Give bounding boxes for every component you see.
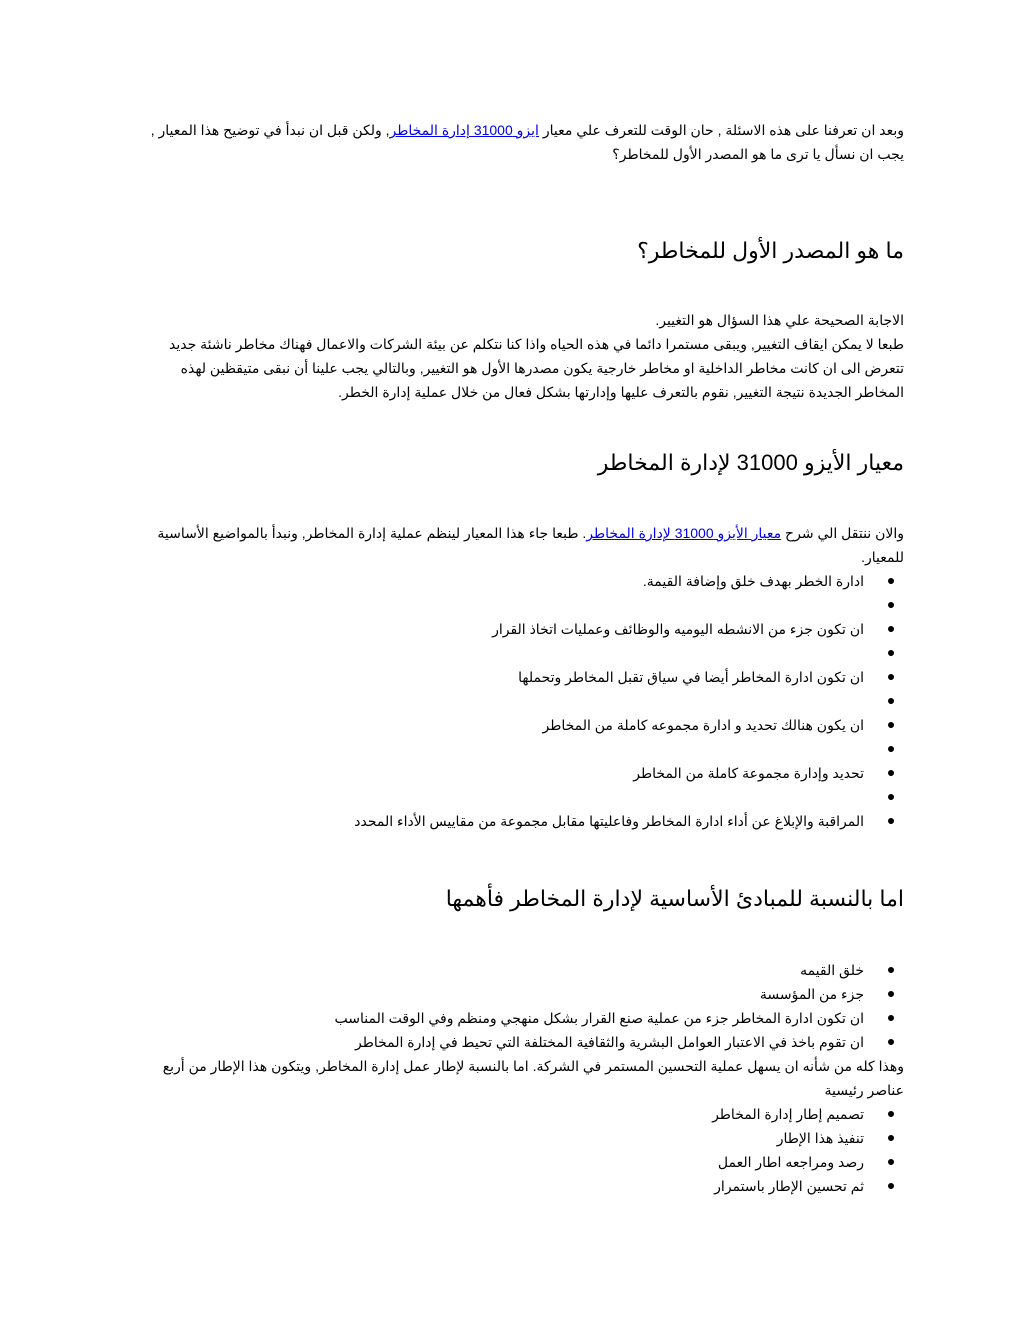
- intro-text-part1: وبعد ان تعرفنا على هذه الاسئلة , حان الوقت للتعرف علي معيار: [538, 122, 904, 138]
- list-item: المراقبة والإبلاغ عن أداء ادارة المخاطر وفاعليتها مقابل مجموعة من مقاييس الأداء المحدد: [140, 809, 864, 833]
- list-item: ان تكون ادارة المخاطر جزء من عملية صنع القرار بشكل منهجي ومنظم وفي الوقت المناسب: [140, 1006, 864, 1030]
- list-item: ثم تحسين الإطار باستمرار: [140, 1174, 864, 1198]
- spacer: [140, 166, 904, 236]
- iso-31000-standard-link[interactable]: معيار الأيزو 31000 لإدارة المخاطر: [586, 525, 782, 541]
- section1-heading: ما هو المصدر الأول للمخاطر؟: [637, 238, 904, 263]
- list-item: [140, 593, 864, 617]
- list-item: [140, 737, 864, 761]
- list-item: ان تكون ادارة المخاطر أيضا في سياق تقبل المخاطر وتحملها: [140, 665, 864, 689]
- list-item: تحديد وإدارة مجموعة كاملة من المخاطر: [140, 761, 864, 785]
- section3-heading: اما بالنسبة للمبادئ الأساسية لإدارة المخاطر فأهمها: [445, 886, 904, 911]
- list-item: رصد ومراجعه اطار العمل: [140, 1150, 864, 1174]
- list-item: [140, 689, 864, 713]
- spacer: [140, 478, 904, 521]
- spacer: [140, 404, 904, 448]
- section2-heading: معيار الأيزو 31000 لإدارة المخاطر: [597, 450, 904, 475]
- intro-text-part2: , ولكن قبل ان نبدأ في توضيح هذا المعيار , يجب ان نسأل يا ترى ما هو المصدر الأول للمخاطر؟: [150, 122, 904, 162]
- intro-paragraph: [140, 118, 904, 166]
- list-item: جزء من المؤسسة: [140, 982, 864, 1006]
- framework-elements-list: [140, 1102, 904, 1198]
- spacer: [140, 914, 904, 958]
- spacer: [140, 833, 904, 884]
- iso-31000-link[interactable]: ايزو 31000 إدارة المخاطر: [389, 122, 539, 138]
- list-item: [140, 641, 864, 665]
- list-item: ادارة الخطر بهدف خلق وإضافة القيمة.: [140, 569, 864, 593]
- section1-paragraph: طبعا لا يمكن ايقاف التغيير, ويبقى مستمرا دائما في هذه الحياه واذا كنا نتكلم عن بيئة الشركات والاعمال فهناك مخاطر ناشئة جديد تتعرض الى ان كانت مخاطر الداخلية او مخاطر خارجية يكون مصدرها الأول هو التغيير, وبالتالي يجب علينا أن نبقى متيقظين لهذه المخاطر الجديدة نتيجة التغيير, نقوم بالتعرف عليها وإدارتها بشكل فعال من خلال عملية إدارة الخطر.: [169, 336, 904, 400]
- list-item: تنفيذ هذا الإطار: [140, 1126, 864, 1150]
- section2-intro: [140, 521, 904, 569]
- spacer: [140, 266, 904, 308]
- section2-intro-part1: والان ننتقل الي شرح: [781, 525, 904, 541]
- principles-list: [140, 958, 904, 1054]
- list-item: خلق القيمه: [140, 958, 864, 982]
- section2-intro-part2: . طبعا جاء هذا المعيار لينظم عملية إدارة المخاطر, ونبدأ بالمواضيع الأساسية للمعيار.: [157, 525, 904, 565]
- section1-answer: الاجابة الصحيحة علي هذا السؤال هو التغيير.: [655, 312, 904, 328]
- list-item: تصميم إطار إدارة المخاطر: [140, 1102, 864, 1126]
- document-page: [140, 118, 904, 1198]
- list-item: ان تقوم باخذ في الاعتبار العوامل البشرية والثقافية المختلفة التي تحيط في إدارة المخاطر: [140, 1030, 864, 1054]
- list-item: ان تكون جزء من الانشطه اليوميه والوظائف وعمليات اتخاذ القرار: [140, 617, 864, 641]
- list-item: [140, 785, 864, 809]
- iso-topics-list: [140, 569, 904, 833]
- list-item: ان يكون هنالك تحديد و ادارة مجموعه كاملة من المخاطر: [140, 713, 864, 737]
- framework-paragraph: وهذا كله من شأنه ان يسهل عملية التحسين المستمر في الشركة. اما بالنسبة لإطار عمل إدارة المخاطر, ويتكون هذا الإطار من أربع عناصر رئيسية: [162, 1058, 904, 1098]
